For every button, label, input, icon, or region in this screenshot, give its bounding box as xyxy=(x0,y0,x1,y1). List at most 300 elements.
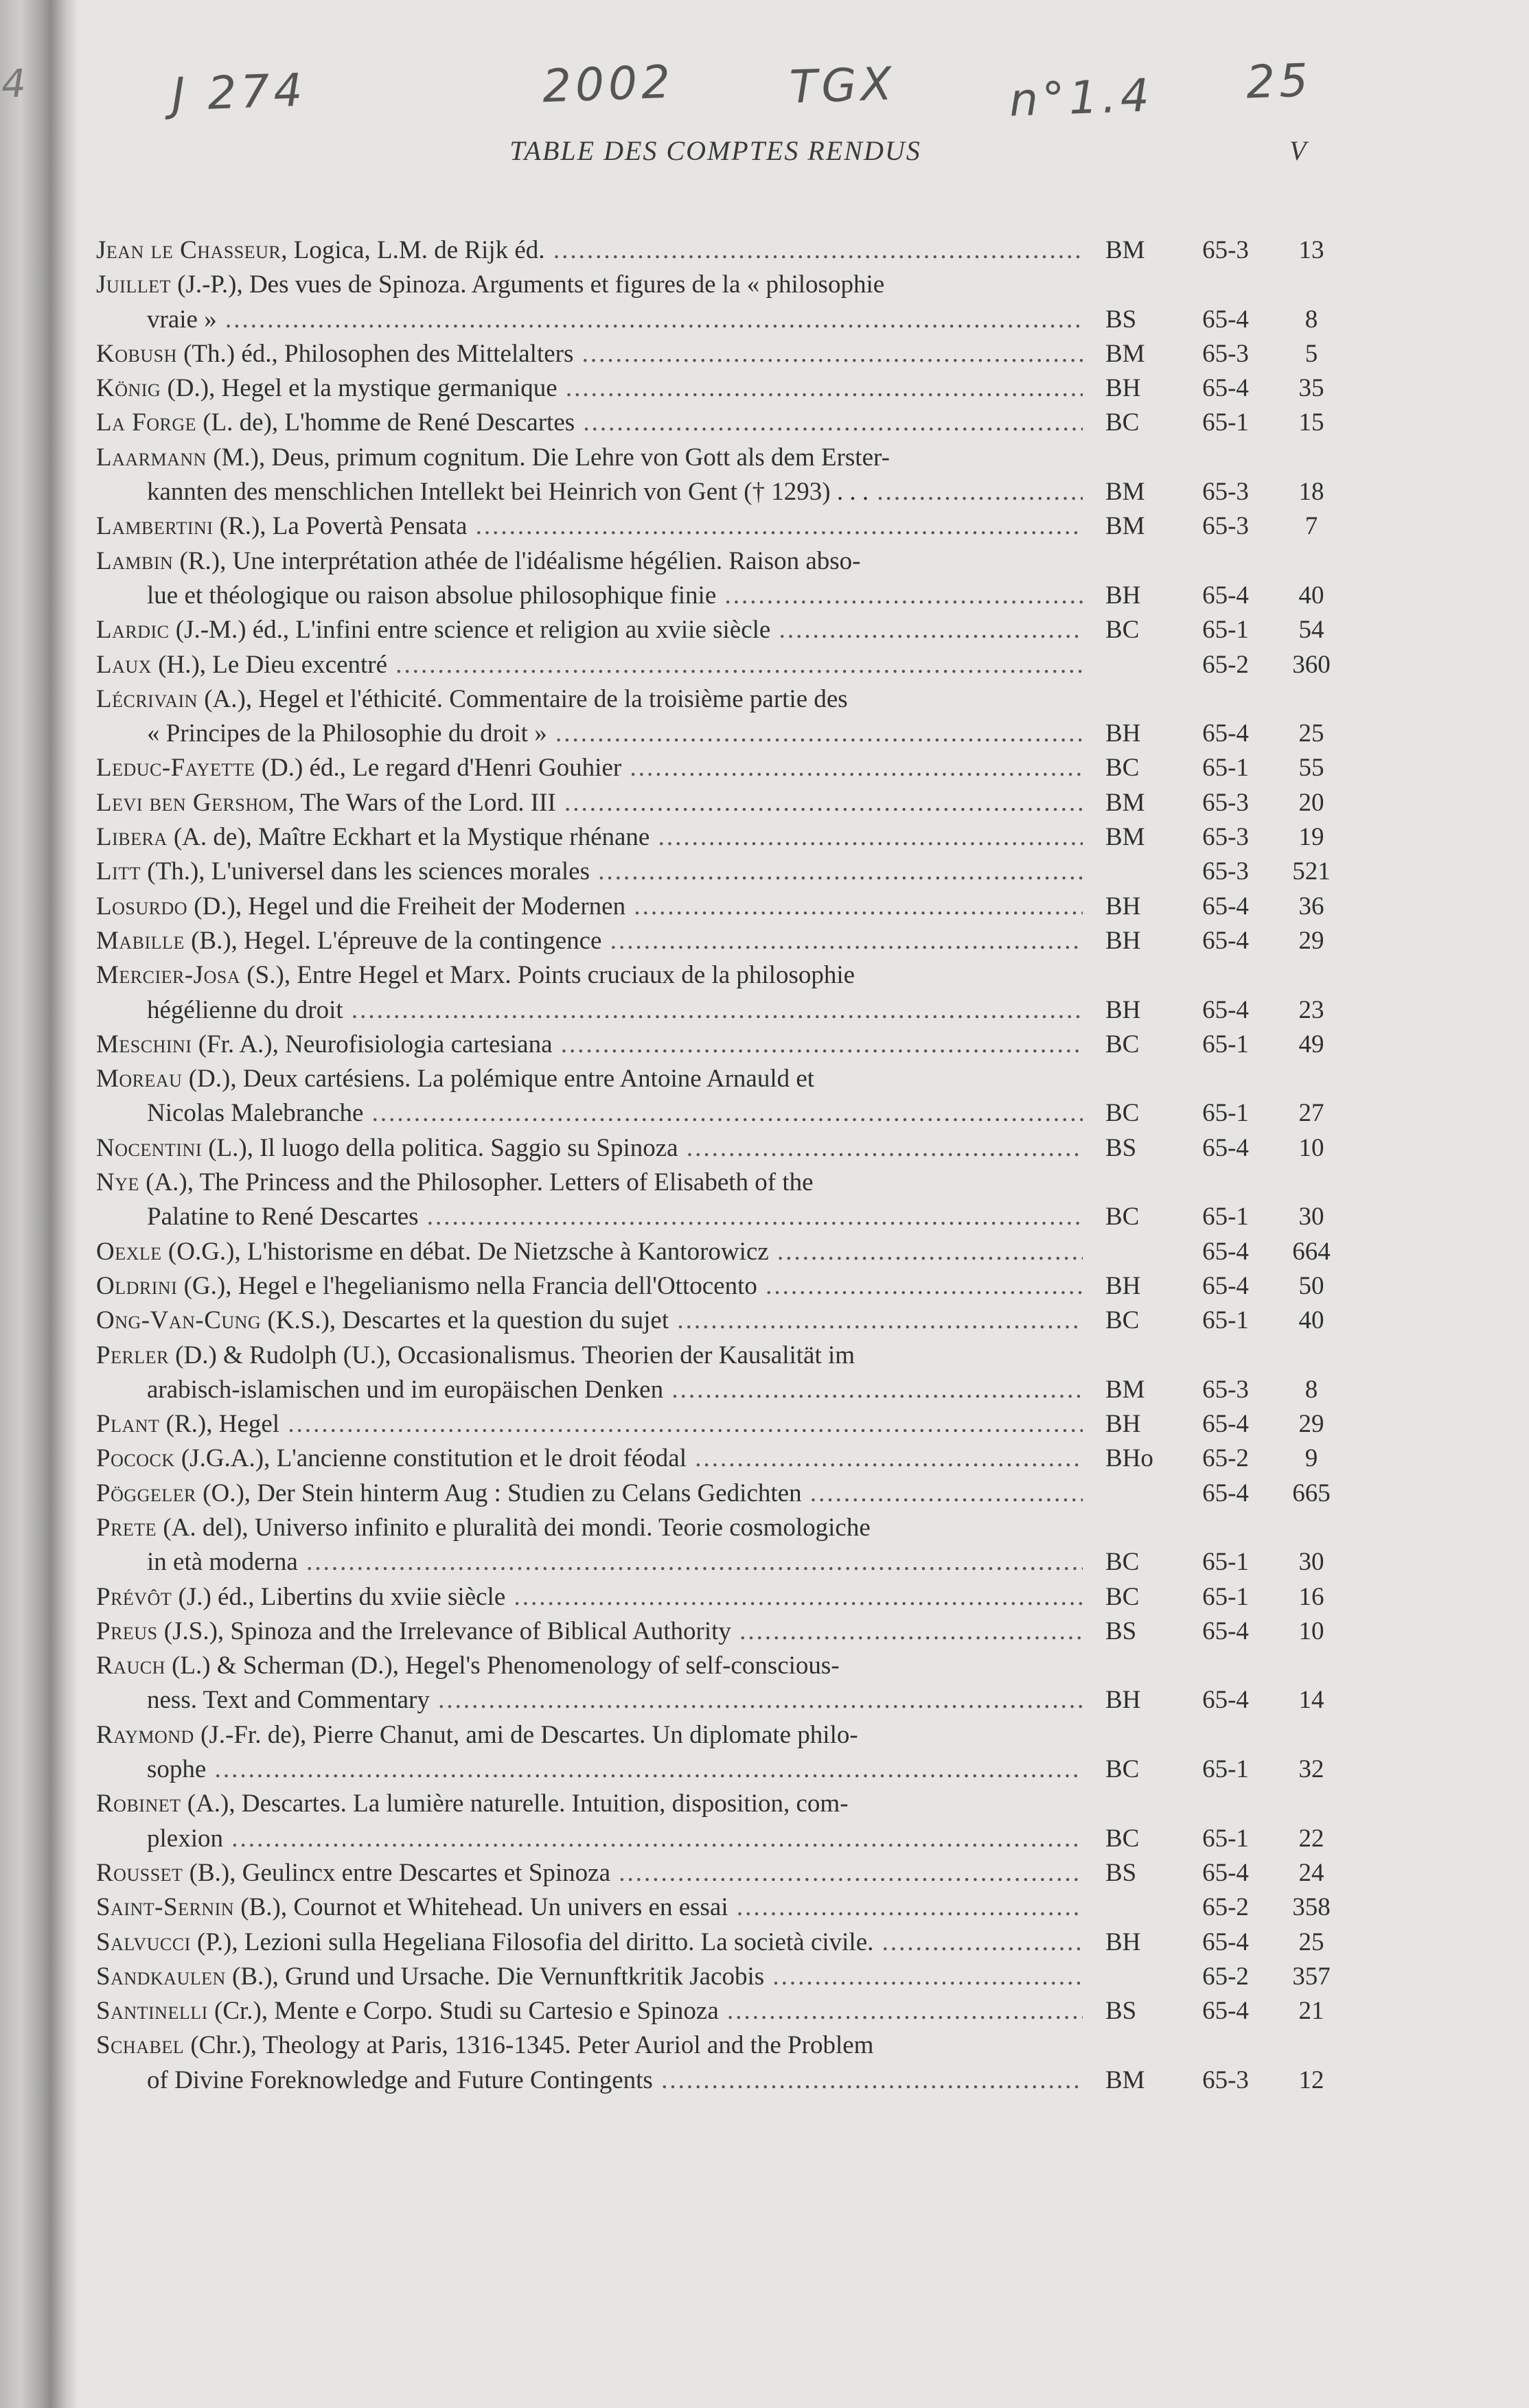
entry-reference xyxy=(96,1890,1359,1925)
entry-reference xyxy=(96,1994,1359,2028)
handwritten-note: 25 xyxy=(1245,54,1313,109)
entry-journal: BC xyxy=(1105,1203,1140,1231)
entry-journal: BC xyxy=(1105,1755,1140,1784)
entry-reference xyxy=(96,855,1359,889)
entry-line xyxy=(96,441,1083,475)
entry-author: Preus xyxy=(96,1617,158,1645)
entry-page: 18 xyxy=(1298,478,1324,507)
index-entry xyxy=(96,1511,1359,1580)
entry-line xyxy=(96,544,1083,579)
entry-journal: BC xyxy=(1105,1582,1140,1611)
entry-page: 36 xyxy=(1298,892,1324,921)
entry-title: (A.), Descartes. La lumière naturelle. Intuition, disposition, com- xyxy=(181,1790,849,1818)
entry-page: 55 xyxy=(1298,754,1324,783)
entry-volume: 65-1 xyxy=(1202,1099,1249,1128)
entry-volume: 65-3 xyxy=(1202,236,1249,264)
entry-title: (L.) & Scherman (D.), Hegel's Phenomenology of self-conscious- xyxy=(165,1652,840,1680)
entry-page: 8 xyxy=(1304,305,1318,334)
entry-title: (R.), Une interprétation athée de l'idéalisme hégélien. Raison abso- xyxy=(173,546,861,575)
entry-journal: BC xyxy=(1105,1306,1140,1335)
entry-journal: BH xyxy=(1105,1410,1141,1439)
entry-journal: BM xyxy=(1105,478,1145,507)
entry-continuation: hégélienne du droit ..... xyxy=(96,993,1083,1028)
entry-page: 360 xyxy=(1292,650,1331,679)
index-entry xyxy=(96,371,1359,406)
entry-reference xyxy=(96,820,1359,855)
entry-volume: 65-3 xyxy=(1202,788,1249,817)
entry-title: (Cr.), Mente e Corpo. Studi su Cartesio e Spinoza xyxy=(207,1997,719,2026)
entry-volume: 65-4 xyxy=(1202,719,1249,748)
entry-reference xyxy=(96,1200,1359,1234)
entry-title: (D.) & Rudolph (U.), Occasionalismus. Theorien der Kausalität im xyxy=(168,1341,855,1369)
entry-title: (B.), Cournot et Whitehead. Un univers en essai xyxy=(234,1893,728,1922)
entry-journal: BS xyxy=(1105,1858,1137,1887)
index-entry xyxy=(96,1442,1359,1476)
entry-journal: BH xyxy=(1105,374,1141,403)
entry-continuation: kannten des menschlichen Intellekt bei Heinrich von Gent († 1293) . . . ..... xyxy=(96,475,1083,509)
entry-reference xyxy=(96,1545,1359,1579)
entry-reference xyxy=(96,509,1359,544)
entry-author: Prete xyxy=(96,1513,157,1542)
entry-line xyxy=(96,2028,1083,2063)
entry-volume: 65-3 xyxy=(1202,1375,1249,1404)
entry-page: 54 xyxy=(1298,616,1324,645)
index-entry xyxy=(96,648,1359,682)
entry-reference xyxy=(96,786,1359,820)
entry-volume: 65-4 xyxy=(1202,1858,1249,1887)
index-entry xyxy=(96,1787,1359,1856)
entry-title: (D.) éd., Le regard d'Henri Gouhier xyxy=(255,754,622,783)
entry-journal: BC xyxy=(1105,754,1140,783)
entry-journal: BH xyxy=(1105,1271,1141,1300)
entry-author: Saint-Sernin xyxy=(96,1893,235,1922)
index-entry xyxy=(96,613,1359,647)
entry-page: 29 xyxy=(1298,926,1324,955)
entry-volume: 65-4 xyxy=(1202,1237,1249,1266)
entry-reference xyxy=(96,717,1359,751)
index-entry xyxy=(96,509,1359,544)
entry-author: Perler xyxy=(96,1341,169,1369)
entry-author: Lambin xyxy=(96,546,174,575)
entry-continuation: Palatine to René Descartes ..... xyxy=(96,1200,1083,1234)
index-entry xyxy=(96,1477,1359,1511)
entry-title: (J.S.), Spinoza and the Irrelevance of Biblical Authority xyxy=(157,1617,731,1645)
entry-reference xyxy=(96,475,1359,509)
entry-reference xyxy=(96,1131,1359,1166)
entry-page: 29 xyxy=(1298,1410,1324,1439)
index-entry xyxy=(96,1269,1359,1304)
entry-volume: 65-1 xyxy=(1202,1203,1249,1231)
entry-reference xyxy=(96,1096,1359,1131)
entry-page: 358 xyxy=(1292,1893,1331,1922)
entry-reference xyxy=(96,1752,1359,1787)
entry-reference xyxy=(96,1614,1359,1649)
index-entry xyxy=(96,855,1359,889)
entry-page: 20 xyxy=(1298,788,1324,817)
entry-title: (A. de), Maître Eckhart et la Mystique rhénane xyxy=(167,823,650,852)
entry-line xyxy=(96,1339,1083,1373)
entry-volume: 65-3 xyxy=(1202,2065,1249,2094)
entry-page: 24 xyxy=(1298,1858,1324,1887)
entry-page: 15 xyxy=(1298,408,1324,437)
entry-journal: BC xyxy=(1105,1548,1140,1577)
index-entry xyxy=(96,1235,1359,1269)
entry-title: (D.), Deux cartésiens. La polémique entre Antoine Arnauld et xyxy=(182,1065,815,1093)
entry-volume: 65-4 xyxy=(1202,1271,1249,1300)
index-entry xyxy=(96,1062,1359,1131)
entry-page: 8 xyxy=(1304,1375,1318,1404)
entry-line xyxy=(96,1718,1083,1752)
index-entry xyxy=(96,1960,1359,1994)
index-entry xyxy=(96,337,1359,371)
entry-line xyxy=(96,268,1083,302)
entry-title: (R.), Hegel xyxy=(159,1410,280,1439)
entry-volume: 65-4 xyxy=(1202,1479,1249,1507)
entry-author: Oexle xyxy=(96,1237,162,1266)
entry-journal: BS xyxy=(1105,305,1137,334)
index-entry xyxy=(96,751,1359,785)
entry-journal: BS xyxy=(1105,1133,1137,1162)
entry-author: Litt xyxy=(96,857,141,886)
entry-title: (Fr. A.), Neurofisiologia cartesiana xyxy=(192,1030,553,1058)
entry-title: (P.), Lezioni sulla Hegeliana Filosofia del diritto. La società civile. xyxy=(190,1927,874,1956)
entry-page: 23 xyxy=(1298,995,1324,1024)
entry-reference xyxy=(96,1822,1359,1856)
entry-title: (Th.) éd., Philosophen des Mittelalters xyxy=(176,339,574,368)
entry-title: (H.), Le Dieu excentré xyxy=(151,650,388,679)
entry-volume: 65-3 xyxy=(1202,512,1249,541)
entry-line xyxy=(96,1166,1083,1200)
entry-title: (A. del), Universo infinito e pluralità dei mondi. Teorie cosmologiche xyxy=(157,1513,871,1542)
index-entry xyxy=(96,1718,1359,1787)
index-entry xyxy=(96,1028,1359,1062)
entry-volume: 65-4 xyxy=(1202,305,1249,334)
entry-author: Libera xyxy=(96,823,168,852)
entry-journal: BH xyxy=(1105,1686,1141,1715)
entry-reference xyxy=(96,1477,1359,1511)
entry-author: Santinelli xyxy=(96,1997,208,2026)
entry-reference xyxy=(96,648,1359,682)
entry-page: 664 xyxy=(1292,1237,1331,1266)
entry-journal: BH xyxy=(1105,995,1141,1024)
index-entry xyxy=(96,1166,1359,1235)
entry-volume: 65-1 xyxy=(1202,754,1249,783)
entry-journal: BC xyxy=(1105,616,1140,645)
entry-line xyxy=(96,1787,1083,1821)
entry-continuation: Nicolas Malebranche ..... xyxy=(96,1096,1083,1131)
entry-author: La Forge xyxy=(96,408,196,437)
handwritten-notes xyxy=(0,0,1529,151)
entry-journal: BC xyxy=(1105,1099,1140,1128)
entry-line xyxy=(96,1511,1083,1545)
entry-author: Leduc-Fayette xyxy=(96,754,255,783)
entry-page: 40 xyxy=(1298,1306,1324,1335)
entry-volume: 65-2 xyxy=(1202,1962,1249,1991)
entry-volume: 65-4 xyxy=(1202,1686,1249,1715)
entry-page: 12 xyxy=(1298,2065,1324,2094)
entry-author: Ong-Van-Cung xyxy=(96,1306,262,1335)
entry-continuation: sophe ..... xyxy=(96,1752,1083,1787)
entry-title: (J.-Fr. de), Pierre Chanut, ami de Descartes. Un diplomate philo- xyxy=(194,1720,858,1749)
entry-page: 21 xyxy=(1298,1997,1324,2026)
entry-volume: 65-1 xyxy=(1202,1755,1249,1784)
review-index-list xyxy=(96,233,1359,2098)
entry-reference xyxy=(96,1304,1359,1338)
entry-author: König xyxy=(96,374,161,403)
entry-title: (O.), Der Stein hinterm Aug : Studien zu Celans Gedichten xyxy=(196,1479,802,1507)
entry-title: (K.S.), Descartes et la question du sujet xyxy=(261,1306,669,1335)
entry-reference xyxy=(96,1407,1359,1442)
entry-page: 5 xyxy=(1304,339,1318,368)
entry-journal: BM xyxy=(1105,1375,1145,1404)
entry-journal: BM xyxy=(1105,236,1145,264)
entry-title: (B.), Grund und Ursache. Die Vernunftkritik Jacobis xyxy=(225,1962,765,1991)
entry-page: 25 xyxy=(1298,719,1324,748)
entry-title: (Chr.), Theology at Paris, 1316-1345. Peter Auriol and the Problem xyxy=(184,2031,874,2060)
entry-author: Rousset xyxy=(96,1858,183,1887)
entry-title: , Logica, L.M. de Rijk éd. xyxy=(281,236,545,264)
entry-reference xyxy=(96,1580,1359,1614)
entry-reference xyxy=(96,924,1359,958)
entry-author: Losurdo xyxy=(96,892,188,921)
entry-volume: 65-4 xyxy=(1202,374,1249,403)
entry-continuation: plexion ..... xyxy=(96,1822,1083,1856)
index-entry xyxy=(96,441,1359,510)
entry-page: 50 xyxy=(1298,1271,1324,1300)
entry-title: (L. de), L'homme de René Descartes xyxy=(196,408,575,437)
entry-page: 357 xyxy=(1292,1962,1331,1991)
index-entry xyxy=(96,1925,1359,1960)
entry-reference xyxy=(96,406,1359,440)
entry-author: Sandkaulen xyxy=(96,1962,226,1991)
entry-page: 19 xyxy=(1298,823,1324,852)
entry-journal: BC xyxy=(1105,1824,1140,1853)
entry-page: 13 xyxy=(1298,236,1324,264)
index-entry xyxy=(96,1856,1359,1890)
entry-volume: 65-1 xyxy=(1202,616,1249,645)
entry-volume: 65-4 xyxy=(1202,1133,1249,1162)
entry-reference xyxy=(96,890,1359,924)
entry-author: Kobush xyxy=(96,339,177,368)
entry-volume: 65-3 xyxy=(1202,857,1249,886)
entry-volume: 65-4 xyxy=(1202,1927,1249,1956)
entry-journal: BM xyxy=(1105,339,1145,368)
entry-title: (B.), Hegel. L'épreuve de la contingence xyxy=(184,926,602,955)
entry-volume: 65-4 xyxy=(1202,1617,1249,1645)
entry-journal: BH xyxy=(1105,1927,1141,1956)
entry-author: Juillet xyxy=(96,270,171,299)
handwritten-note: 4 xyxy=(0,61,31,107)
entry-title: (A.), The Princess and the Philosopher. Letters of Elisabeth of the xyxy=(139,1168,814,1197)
entry-page: 14 xyxy=(1298,1686,1324,1715)
entry-title: (L.), Il luogo della politica. Saggio su Spinoza xyxy=(201,1133,678,1162)
entry-author: Moreau xyxy=(96,1065,183,1093)
entry-continuation: in età moderna ..... xyxy=(96,1545,1083,1579)
entry-author: Salvucci xyxy=(96,1927,191,1956)
entry-reference xyxy=(96,613,1359,647)
entry-page: 7 xyxy=(1304,512,1318,541)
entry-author: Robinet xyxy=(96,1790,181,1818)
entry-page: 30 xyxy=(1298,1203,1324,1231)
entry-author: Rauch xyxy=(96,1652,165,1680)
entry-author: Jean le Chasseur xyxy=(96,236,281,264)
handwritten-note: n°1.4 xyxy=(1008,69,1155,127)
index-entry xyxy=(96,1994,1359,2028)
entry-reference xyxy=(96,1683,1359,1717)
entry-journal: BM xyxy=(1105,512,1145,541)
index-entry xyxy=(96,958,1359,1028)
entry-journal: BHo xyxy=(1105,1444,1153,1473)
entry-author: Mercier-Josa xyxy=(96,961,241,990)
entry-journal: BM xyxy=(1105,2065,1145,2094)
entry-volume: 65-4 xyxy=(1202,995,1249,1024)
index-entry xyxy=(96,268,1359,337)
entry-reference xyxy=(96,337,1359,371)
entry-author: Pocock xyxy=(96,1444,175,1473)
index-entry xyxy=(96,820,1359,855)
entry-title: (O.G.), L'historisme en débat. De Nietzsche à Kantorowicz xyxy=(161,1237,769,1266)
entry-volume: 65-2 xyxy=(1202,1893,1249,1922)
entry-title: (D.), Hegel und die Freiheit der Modernen xyxy=(187,892,626,921)
entry-reference xyxy=(96,303,1359,337)
entry-volume: 65-4 xyxy=(1202,926,1249,955)
entry-reference xyxy=(96,1269,1359,1304)
entry-journal: BM xyxy=(1105,823,1145,852)
entry-journal: BH xyxy=(1105,719,1141,748)
entry-reference xyxy=(96,1235,1359,1269)
entry-page: 16 xyxy=(1298,1582,1324,1611)
entry-page: 35 xyxy=(1298,374,1324,403)
entry-author: Schabel xyxy=(96,2031,185,2060)
index-entry xyxy=(96,682,1359,752)
entry-page: 27 xyxy=(1298,1099,1324,1128)
index-entry xyxy=(96,406,1359,440)
entry-journal: BM xyxy=(1105,788,1145,817)
entry-title: (D.), Hegel et la mystique germanique xyxy=(161,374,557,403)
entry-page: 40 xyxy=(1298,581,1324,610)
entry-reference xyxy=(96,579,1359,613)
entry-journal: BH xyxy=(1105,926,1141,955)
entry-author: Pöggeler xyxy=(96,1479,196,1507)
entry-title: (B.), Geulincx entre Descartes et Spinoza xyxy=(183,1858,611,1887)
entry-title: (M.), Deus, primum cognitum. Die Lehre von Gott als dem Erster- xyxy=(206,443,890,472)
index-entry xyxy=(96,544,1359,614)
entry-reference xyxy=(96,1373,1359,1407)
entry-volume: 65-1 xyxy=(1202,408,1249,437)
entry-page: 10 xyxy=(1298,1617,1324,1645)
entry-line xyxy=(96,1062,1083,1096)
entry-title: (J.-P.), Des vues de Spinoza. Arguments et figures de la « philosophie xyxy=(170,270,885,299)
entry-volume: 65-1 xyxy=(1202,1824,1249,1853)
entry-reference xyxy=(96,1960,1359,1994)
entry-continuation: « Principes de la Philosophie du droit » ..... xyxy=(96,717,1083,751)
entry-reference xyxy=(96,751,1359,785)
entry-continuation: ness. Text and Commentary ..... xyxy=(96,1683,1083,1717)
entry-line xyxy=(96,682,1083,717)
entry-author: Plant xyxy=(96,1410,160,1439)
entry-author: Lécrivain xyxy=(96,684,198,713)
entry-title: , The Wars of the Lord. III xyxy=(288,788,556,817)
entry-continuation: arabisch-islamischen und im europäischen Denken ..... xyxy=(96,1373,1083,1407)
entry-reference xyxy=(96,1442,1359,1476)
handwritten-note: J 274 xyxy=(170,63,308,121)
entry-title: (Th.), L'universel dans les sciences morales xyxy=(141,857,590,886)
entry-author: Laarmann xyxy=(96,443,207,472)
entry-reference xyxy=(96,993,1359,1028)
index-entry xyxy=(96,1580,1359,1614)
entry-reference xyxy=(96,1925,1359,1960)
page-title: TABLE DES COMPTES RENDUS xyxy=(509,135,921,166)
index-entry xyxy=(96,786,1359,820)
entry-title: (J.G.A.), L'ancienne constitution et le droit féodal xyxy=(174,1444,687,1473)
entry-author: Prévôt xyxy=(96,1582,172,1611)
entry-page: 25 xyxy=(1298,1927,1324,1956)
entry-page: 10 xyxy=(1298,1133,1324,1162)
index-entry xyxy=(96,1407,1359,1442)
index-entry xyxy=(96,1339,1359,1408)
entry-continuation: vraie » ..... xyxy=(96,303,1083,337)
entry-author: Nocentini xyxy=(96,1133,202,1162)
index-entry xyxy=(96,1304,1359,1338)
entry-title: (J.) éd., Libertins du xviie siècle xyxy=(172,1582,506,1611)
page-header xyxy=(0,135,1529,176)
entry-author: Levi ben Gershom xyxy=(96,788,288,817)
entry-volume: 65-1 xyxy=(1202,1548,1249,1577)
entry-page: 521 xyxy=(1292,857,1331,886)
entry-author: Nye xyxy=(96,1168,139,1197)
entry-journal: BH xyxy=(1105,581,1141,610)
entry-title: (J.-M.) éd., L'infini entre science et religion au xviie siècle xyxy=(169,616,771,645)
entry-page: 30 xyxy=(1298,1548,1324,1577)
entry-volume: 65-3 xyxy=(1202,339,1249,368)
entry-author: Laux xyxy=(96,650,152,679)
entry-line xyxy=(96,1649,1083,1683)
entry-author: Meschini xyxy=(96,1030,192,1058)
entry-journal: BS xyxy=(1105,1997,1137,2026)
entry-journal: BC xyxy=(1105,1030,1140,1058)
entry-author: Lardic xyxy=(96,616,170,645)
entry-volume: 65-2 xyxy=(1202,1444,1249,1473)
entry-reference xyxy=(96,233,1359,268)
entry-volume: 65-4 xyxy=(1202,1410,1249,1439)
entry-continuation: lue et théologique ou raison absolue philosophique finie ..... xyxy=(96,579,1083,613)
entry-volume: 65-4 xyxy=(1202,581,1249,610)
entry-title: (R.), La Povertà Pensata xyxy=(213,512,468,541)
book-gutter xyxy=(0,0,77,2408)
handwritten-note: TGX xyxy=(788,57,897,114)
entry-title: (G.), Hegel e l'hegelianismo nella Francia dell'Ottocento xyxy=(177,1271,757,1300)
entry-title: (S.), Entre Hegel et Marx. Points cruciaux de la philosophie xyxy=(240,961,855,990)
index-entry xyxy=(96,1131,1359,1166)
entry-page: 49 xyxy=(1298,1030,1324,1058)
entry-volume: 65-1 xyxy=(1202,1306,1249,1335)
entry-continuation: of Divine Foreknowledge and Future Contingents ..... xyxy=(96,2063,1083,2098)
entry-volume: 65-1 xyxy=(1202,1030,1249,1058)
index-entry xyxy=(96,924,1359,958)
entry-line xyxy=(96,958,1083,993)
entry-page: 9 xyxy=(1304,1444,1318,1473)
index-entry xyxy=(96,233,1359,268)
entry-author: Lambertini xyxy=(96,512,214,541)
index-entry xyxy=(96,2028,1359,2098)
entry-page: 22 xyxy=(1298,1824,1324,1853)
index-entry xyxy=(96,1614,1359,1649)
entry-page: 665 xyxy=(1292,1479,1331,1507)
index-entry xyxy=(96,1890,1359,1925)
entry-volume: 65-3 xyxy=(1202,823,1249,852)
entry-volume: 65-4 xyxy=(1202,1997,1249,2026)
page-number: V xyxy=(1289,135,1307,166)
